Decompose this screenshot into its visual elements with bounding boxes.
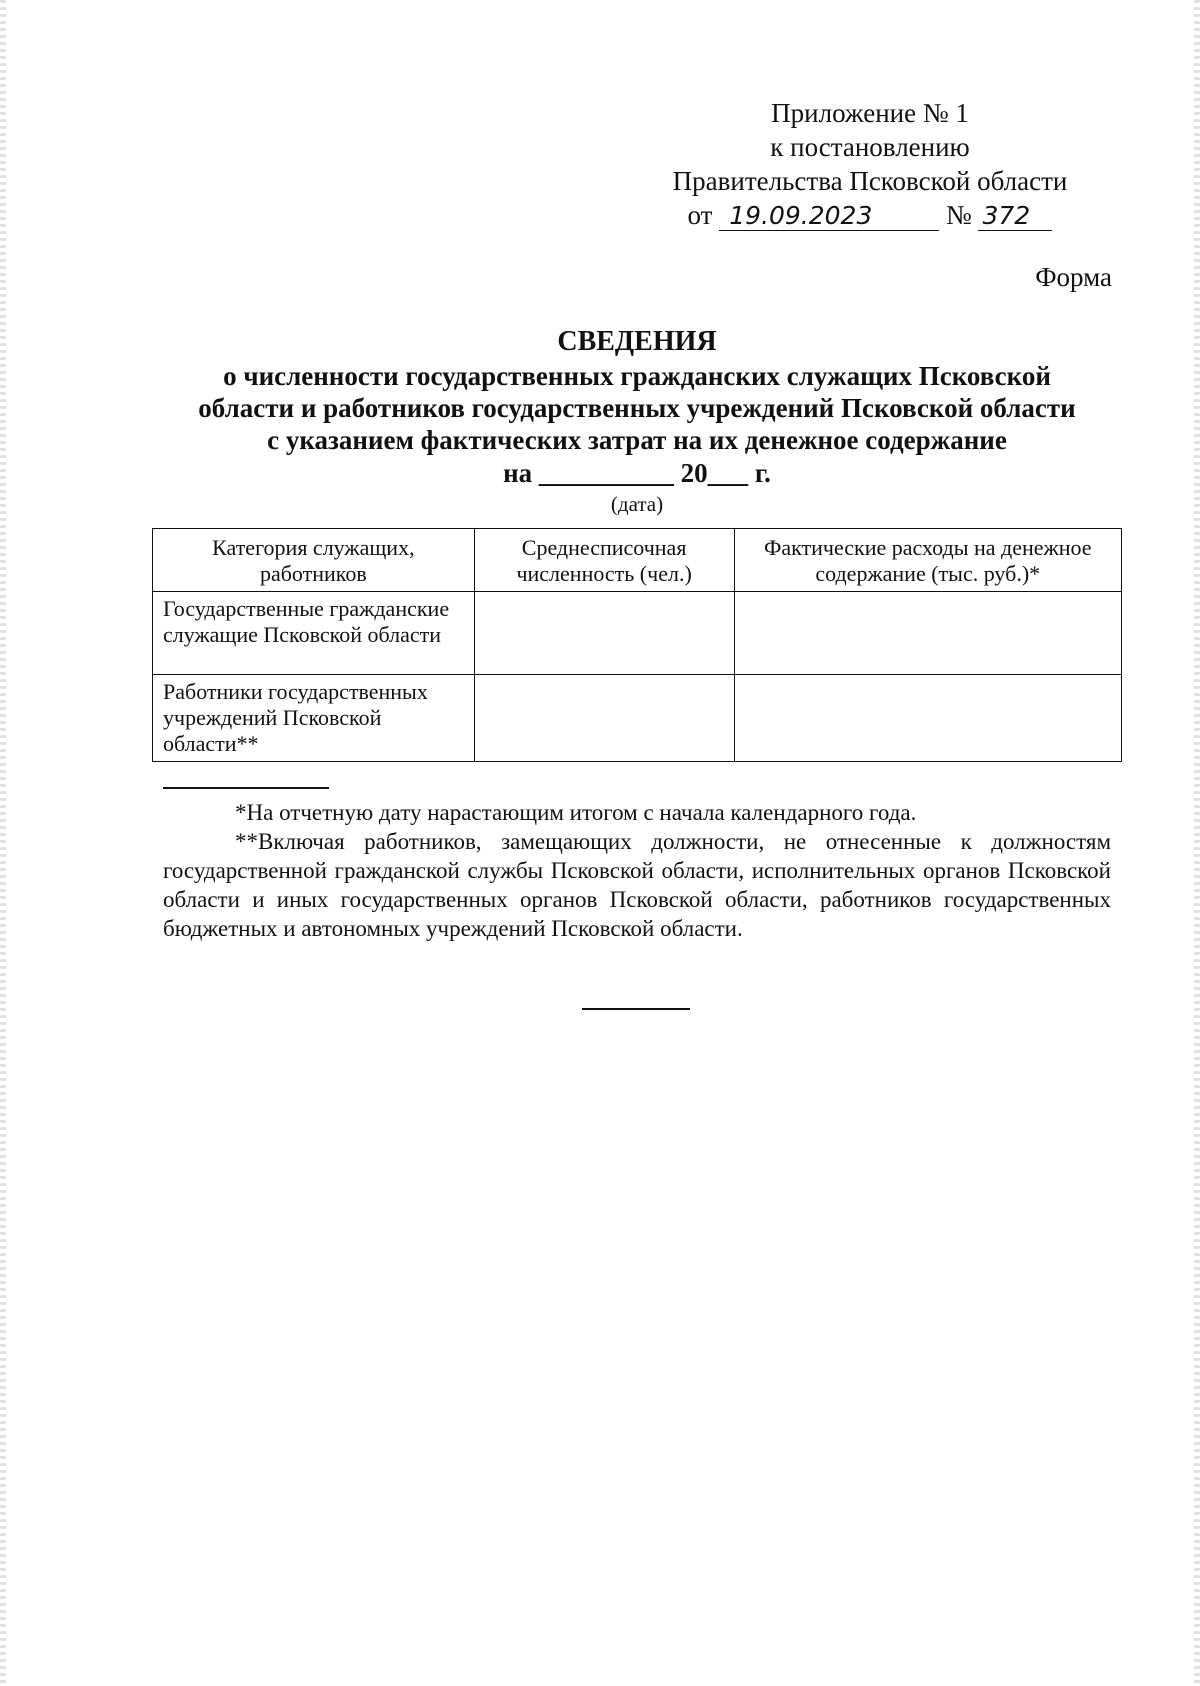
heading-line-2: области и работников государственных учреждений Псковской области <box>198 393 1076 423</box>
row-headcount-cell[interactable] <box>474 592 734 675</box>
row-category: Государственные гражданские служащие Псковской области <box>153 592 475 675</box>
appendix-government: Правительства Псковской области <box>672 166 1068 196</box>
footnotes <box>163 798 1111 943</box>
table-header-row <box>153 529 1122 592</box>
end-of-document-line <box>582 1008 690 1010</box>
header-headcount: Среднесписочная численность (чел.) <box>474 529 734 592</box>
handwritten-number: 372 <box>978 202 1052 231</box>
appendix-date-number-line <box>640 198 1100 232</box>
handwritten-date: 19.09.2023 <box>719 202 939 231</box>
table-row <box>153 592 1122 675</box>
table-row <box>153 675 1122 762</box>
footnote-separator <box>163 787 329 789</box>
heading-line-1: о численности государственных гражданских служащих Псковской <box>223 361 1051 391</box>
document-heading <box>152 326 1122 456</box>
row-category: Работники государственных учреждений Псковской области** <box>153 675 475 762</box>
appendix-block <box>640 96 1100 232</box>
form-label: Форма <box>1035 262 1112 292</box>
header-expenses: Фактические расходы на денежное содержание (тыс. руб.)* <box>734 529 1121 592</box>
heading-line-3: с указанием фактических затрат на их денежное содержание <box>267 425 1007 455</box>
report-date-line: на __________ 20___ г. <box>503 458 771 488</box>
from-label: от <box>687 200 713 230</box>
scan-edge-left <box>0 0 6 1686</box>
footnote-2: **Включая работников, замещающих должности, не отнесенные к должностям государственной гражданской службы Псковской области, исполнительных органов Псковской области и иных государственных органов Псковской области, работников государственных бюджетных и автономных учреждений Псковской области. <box>163 829 1111 941</box>
staff-expenses-table <box>152 528 1122 762</box>
row-expenses-cell[interactable] <box>734 675 1121 762</box>
header-category: Категория служащих, работников <box>153 529 475 592</box>
footnote-1: *На отчетную дату нарастающим итогом с начала календарного года. <box>235 800 917 825</box>
appendix-title: Приложение № 1 <box>771 98 969 128</box>
number-label: № <box>945 200 972 230</box>
row-expenses-cell[interactable] <box>734 592 1121 675</box>
appendix-resolution: к постановлению <box>770 132 970 162</box>
report-date-caption: (дата) <box>610 492 664 516</box>
scan-edge-right <box>1194 0 1200 1686</box>
row-headcount-cell[interactable] <box>474 675 734 762</box>
document-title: СВЕДЕНИЯ <box>557 326 717 357</box>
